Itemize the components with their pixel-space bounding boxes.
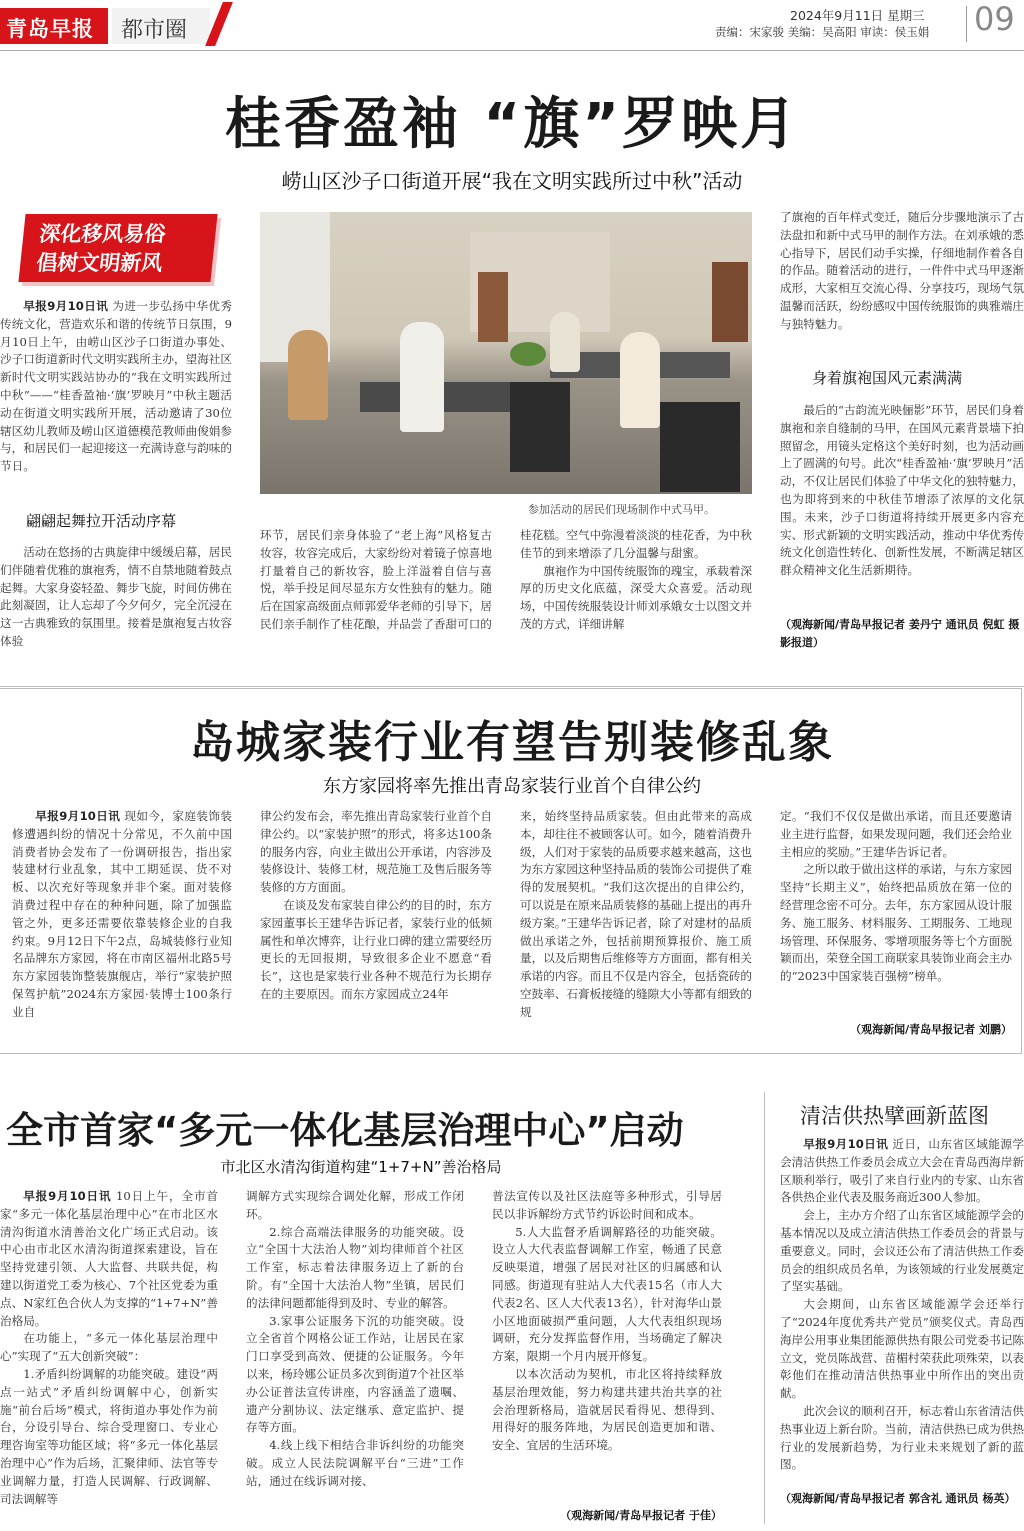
paragraph: 普法宣传以及社区法庭等多种形式，引导居民以非诉解纷方式节约诉讼时间和成本。 bbox=[492, 1189, 722, 1221]
article-1-column-4 bbox=[780, 209, 1024, 353]
article-divider bbox=[0, 686, 1024, 687]
paragraph: 现如今，家庭装饰装修遭遇纠纷的情况十分常见，不久前中国消费者协会发布了一份调研报告，指出家装建材行业乱象，其中工期延误、货不对板、以次充好等现象并非个案。面对装修消费过程中存在的种种问题，除了加强监管之外，更多还需要依靠装修企业的自我约束。9月12日下午2点，岛城装修行业知名品牌东方家园，将在市南区福州北路5号东方家园装饰整装旗舰店，举行“家装护照 保驾护航”2024东方家园·装博士100条行业自 bbox=[12, 809, 232, 1019]
paragraph: 桂花糕。空气中弥漫着淡淡的桂花香，为中秋佳节的到来增添了几分温馨与甜蜜。 bbox=[520, 528, 752, 560]
byline: （观海新闻/青岛早报记者 于佳） bbox=[560, 1509, 722, 1522]
editor-credits: 责编：宋家骏 美编：吴高阳 审读：侯玉娟 bbox=[715, 25, 930, 39]
article-1-column-4b bbox=[780, 402, 1024, 618]
paragraph: 大会期间，山东省区域能源学会还举行了“2024年度优秀共产党员”颁奖仪式。青岛西海岸公用事业集团能源供热有限公司党委书记陈立文，党员陈战营、苗楣村荣获此项殊荣，以表彰他们在推动清洁供热事业中所作出的突出贡献。 bbox=[780, 1297, 1024, 1401]
article-2-headline: 岛城家装行业有望告别装修乱象 bbox=[190, 717, 834, 768]
banner-line-1: 深化移风易俗 bbox=[38, 221, 167, 246]
photo-person bbox=[620, 332, 660, 428]
newspaper-logo: 青岛早报 bbox=[0, 8, 108, 44]
paragraph: 定。“我们不仅仅是做出承诺，而且还要邀请业主进行监督，如果发现问题，我们还会给业主相应的奖励。”王建华告诉记者。 bbox=[780, 809, 1012, 859]
article-1-subtitle: 崂山区沙子口街道开展“我在文明实践所过中秋”活动 bbox=[281, 169, 743, 193]
paragraph: 近日，山东省区域能源学会清洁供热工作委员会成立大会在青岛西海岸新区顺利举行，吸引了来自行业内的专家、山东省各供热企业代表及服务商近300人参加。 bbox=[780, 1137, 1024, 1205]
paragraph: 4.线上线下相结合非诉纠纷的功能突破。成立人民法院调解平台“三进”工作站，通过在线诉调对接、 bbox=[246, 1438, 464, 1488]
paragraph: 10日上午，全市首家“多元一体化基层治理中心”在市北区水清沟街道水清善治文化广场正式启动。该中心由市北区水清沟街道探索建设，旨在坚持党建引领、人大监督、共联共促，构建以街道党工委为核心、7个社区党委为重点、N家红色合伙人为支撑的“1+7+N”善治格局。 bbox=[0, 1189, 218, 1328]
paragraph: 活动在悠扬的古典旋律中缓缓启幕，居民们伴随着优雅的旗袍秀，情不自禁地随着鼓点起舞。大家身姿轻盈、舞步飞旋，时间仿佛在此刻凝固，让人忘却了今夕何夕，完全沉浸在这一古典雅致的氛围里。接着是旗袍复古妆容体验 bbox=[0, 545, 232, 648]
photo-person bbox=[400, 322, 444, 432]
paragraph: 了旗袍的百年样式变迁，随后分步骤地演示了古法盘扣和新中式马甲的制作方法。在刘承娥的悉心指导下，居民们动手实操，仔细地制作着各自的作品。随着活动的进行，一件件中式马甲逐渐成形，大家相互交流心得、分享技巧，现场气氛温馨而活跃，纷纷感叹中国传统服饰的典雅端庄与独特魅力。 bbox=[780, 210, 1024, 331]
photo-person bbox=[550, 312, 580, 372]
page-number: 09 bbox=[974, 0, 1015, 38]
dateline: 早报9月10日讯 bbox=[23, 299, 109, 313]
dateline: 早报9月10日讯 bbox=[803, 1137, 889, 1151]
article-3-headline: 全市首家“多元一体化基层治理中心”启动 bbox=[6, 1109, 684, 1152]
paragraph: 1.矛盾纠纷调解的功能突破。建设“两点一站式”矛盾纠纷调解中心，创新实施“前台后场”模式，将街道办事处作为前台，分设引导台、综合受理窗口、专业心理咨询室等功能区域；将“多元一体化基层治理中心”作为后场，汇聚律师、法官等专业调解力量，打造人民调解、行政调解、司法调解等 bbox=[0, 1366, 218, 1506]
dateline: 早报9月10日讯 bbox=[35, 809, 121, 823]
article-1-headline: 桂香盈袖 “旗”罗映月 bbox=[224, 92, 800, 157]
byline: （观海新闻/青岛早报记者 刘鹏） bbox=[850, 1023, 1012, 1036]
column-divider bbox=[764, 1092, 765, 1524]
article-2-column-1 bbox=[12, 808, 232, 1040]
article-3-column-1 bbox=[0, 1188, 218, 1528]
article-4-headline: 清洁供热擘画新蓝图 bbox=[800, 1104, 989, 1128]
byline: （观海新闻/青岛早报记者 郭含礼 通讯员 杨英） bbox=[780, 1492, 1016, 1505]
article-3-column-3 bbox=[492, 1188, 722, 1504]
article-1-column-3 bbox=[520, 527, 752, 653]
photo-person bbox=[288, 330, 328, 420]
photo-caption: 参加活动的居民们现场制作中式马甲。 bbox=[528, 503, 715, 516]
paragraph: 调解方式实现综合调处化解，形成工作闭环。 bbox=[246, 1189, 464, 1221]
paragraph: 在谈及发布家装自律公约的目的时，东方家园董事长王建华告诉记者，家装行业的低频属性和单次博弈，让行业口碑的建立需要经历更长的无回报期，导致很多企业不愿意“看长”，这也是家装行业各种不规范行为长期存在的主要原因。而东方家园成立24年 bbox=[260, 897, 492, 1001]
paragraph: 环节，居民们亲身体验了“老上海”风格复古妆容，妆容完成后，大家纷纷对着镜子惊喜地打量着自己的新妆容，脸上洋溢着自信与喜悦，举手投足间尽显东方女性独有的魅力。随后在国家高级面点师郭爱华老师的引导下，居民们亲手制作了桂花酿，并品尝了香甜可口的 bbox=[260, 528, 492, 631]
article-4-body bbox=[780, 1136, 1024, 1488]
masthead bbox=[0, 0, 1024, 52]
section-heading: 身着旗袍国风元素满满 bbox=[812, 369, 963, 387]
photo-door bbox=[712, 262, 748, 342]
article-2-column-4 bbox=[780, 808, 1012, 1020]
section-heading: 翩翩起舞拉开活动序幕 bbox=[26, 512, 177, 530]
article-2-subtitle: 东方家园将率先推出青岛家装行业首个自律公约 bbox=[323, 776, 701, 797]
photo-chair bbox=[510, 382, 570, 472]
article-3-subtitle: 市北区水清沟街道构建“1+7+N”善治格局 bbox=[220, 1158, 502, 1176]
paragraph: 此次会议的顺利召开，标志着山东省清洁供热事业迈上新台阶。当前，清洁供热已成为供热行业的发展新趋势，为行业未来规划了新的蓝图。 bbox=[780, 1403, 1024, 1472]
paragraph: 以本次活动为契机，市北区将持续释放基层治理效能，努力构建共建共治共享的社会治理新格局，造就居民看得见、想得到、用得好的服务阵地，为居民创造更加和谐、安全、宜居的生活环境。 bbox=[492, 1366, 722, 1453]
banner-line-2: 倡树文明新风 bbox=[35, 250, 164, 275]
paragraph: 5.人大监督矛盾调解路径的功能突破。设立人大代表监督调解工作室，畅通了民意反映渠道，增强了居民对社区的归属感和认同感。街道现有驻站人大代表15名（市人大代表2名、区人大代表13名），针对海华山景小区地面破损严重问题，人大代表组织现场调研，充分发挥监督作用，当场确定了解决方案，限期一个月内展开修复。 bbox=[492, 1224, 722, 1364]
article-2-column-3 bbox=[520, 808, 752, 1040]
section-name: 都市圈 bbox=[112, 8, 210, 44]
article-2-column-2 bbox=[260, 808, 492, 1040]
paragraph: 之所以敢于做出这样的承诺，与东方家园坚持“长期主义”，始终把品质放在第一位的经营理念密不可分。去年，东方家园从设计服务、施工服务、材料服务、工期服务、工地现场管理、环保服务、零增项服务等七个方面脱颖而出，荣登全国工商联家具装饰业商会主办的“2023中国家装百强榜”榜单。 bbox=[780, 862, 1012, 984]
issue-date: 2024年9月11日 星期三 bbox=[790, 8, 925, 23]
paragraph: 3.家事公证服务下沉的功能突破。设立全省首个网格公证工作站，让居民在家门口享受到高效、便捷的公证服务。今年以来，杨玲娜公证员多次到街道7个社区举办公证普法宣传讲座，内容涵盖了遗嘱、遗产分割协议、法定继承、意定监护、提存等方面。 bbox=[246, 1313, 464, 1435]
paragraph: 旗袍作为中国传统服饰的瑰宝，承载着深厚的历史文化底蕴，深受大众喜爱。活动现场，中国传统服装设计师刘承娥女士以图文并茂的方式，详细讲解 bbox=[520, 563, 752, 631]
dateline: 早报9月10日讯 bbox=[23, 1189, 112, 1203]
article-3-column-2 bbox=[246, 1188, 464, 1528]
masthead-rule bbox=[0, 50, 1024, 51]
byline: （观海新闻/青岛早报记者 姜丹宁 通讯员 倪虹 摄影报道） bbox=[780, 618, 1020, 649]
paragraph: 在功能上，“多元一体化基层治理中心”实现了“五大创新突破”： bbox=[0, 1331, 218, 1364]
paragraph: 为进一步弘扬中华优秀传统文化，营造欢乐和谐的传统节日氛围，9月10日上午，由崂山区沙子口街道办事处、沙子口街道新时代文明实践所主办，望海社区新时代文明实践站协办的“我在文明实践所过中秋”——“桂香盈袖·‘旗’罗映月”中秋主题活动在街道文明实践所开展，活动邀请了30位辖区幼儿教师及崂山区道德模范教师曲俊娟参与，和居民们一起迎接这一充满诗意与韵味的节日。 bbox=[0, 299, 232, 474]
page-divider bbox=[966, 6, 967, 42]
article-1-column-1 bbox=[0, 298, 232, 494]
photo-chair bbox=[660, 402, 740, 492]
paragraph: 最后的“古韵流光映俪影”环节，居民们身着旗袍和亲自缝制的马甲，在国风元素背景墙下拍照留念，用镜头定格这个美好时刻，也为活动画上了圆满的句号。此次“桂香盈袖·‘旗’罗映月”活动，不仅让居民们体验了中华文化的独特魅力，也为即将到来的中秋佳节增添了浓厚的文化氛围。未来，沙子口街道将持续开展更多内容充实、形式新颖的文明实践活动，推动中华优秀传统文化创造性转化、创新性发展，不断满足辖区群众精神文化生活新期待。 bbox=[780, 403, 1024, 578]
article-1-column-2 bbox=[260, 527, 492, 653]
event-photo bbox=[260, 212, 752, 494]
paragraph: 2.综合高端法律服务的功能突破。设立“全国十大法治人物”刘均律师首个社区工作室，标志着法律服务迈上了新的台阶。有“全国十大法治人物”坐镇，居民们的法律问题都能得到及时、专业的解答。 bbox=[246, 1224, 464, 1310]
article-1-column-1b bbox=[0, 544, 232, 652]
campaign-banner bbox=[18, 214, 217, 282]
paragraph: 律公约发布会，率先推出青岛家装行业首个自律公约。以“家装护照”的形式，将多达100条的服务内容，向业主做出公开承诺，内容涉及装修设计、装修工材，规范施工及售后服务等装修的方方面面。 bbox=[260, 809, 492, 895]
photo-door bbox=[478, 272, 508, 342]
paragraph: 来，始终坚持品质家装。但由此带来的高成本，却往往不被顾客认可。如今，随着消费升级，人们对于家装的品质要求越来越高，这也为东方家园这种坚持品质的装饰公司提供了难得的发展契机。“我们这次提出的自律公约，可以说是在原来品质装修的基础上提出的再升级方案。”王建华告诉记者，除了对建材的品质做出承诺之外，包括前期预算报价、施工质量，以及后期售后维修等方方面面，都有相关承诺的内容。而且不仅是内容全，包括瓷砖的空鼓率、石膏板接缝的缝隙大小等都有细致的规 bbox=[520, 809, 752, 1019]
paragraph: 会上，主办方介绍了山东省区域能源学会的基本情况以及成立清洁供热工作委员会的背景与重要意义。同时，会议还公布了清洁供热工作委员会的组织成员名单，为该领域的行业发展奠定了坚实基础。 bbox=[780, 1208, 1024, 1294]
photo-plant bbox=[510, 342, 546, 366]
